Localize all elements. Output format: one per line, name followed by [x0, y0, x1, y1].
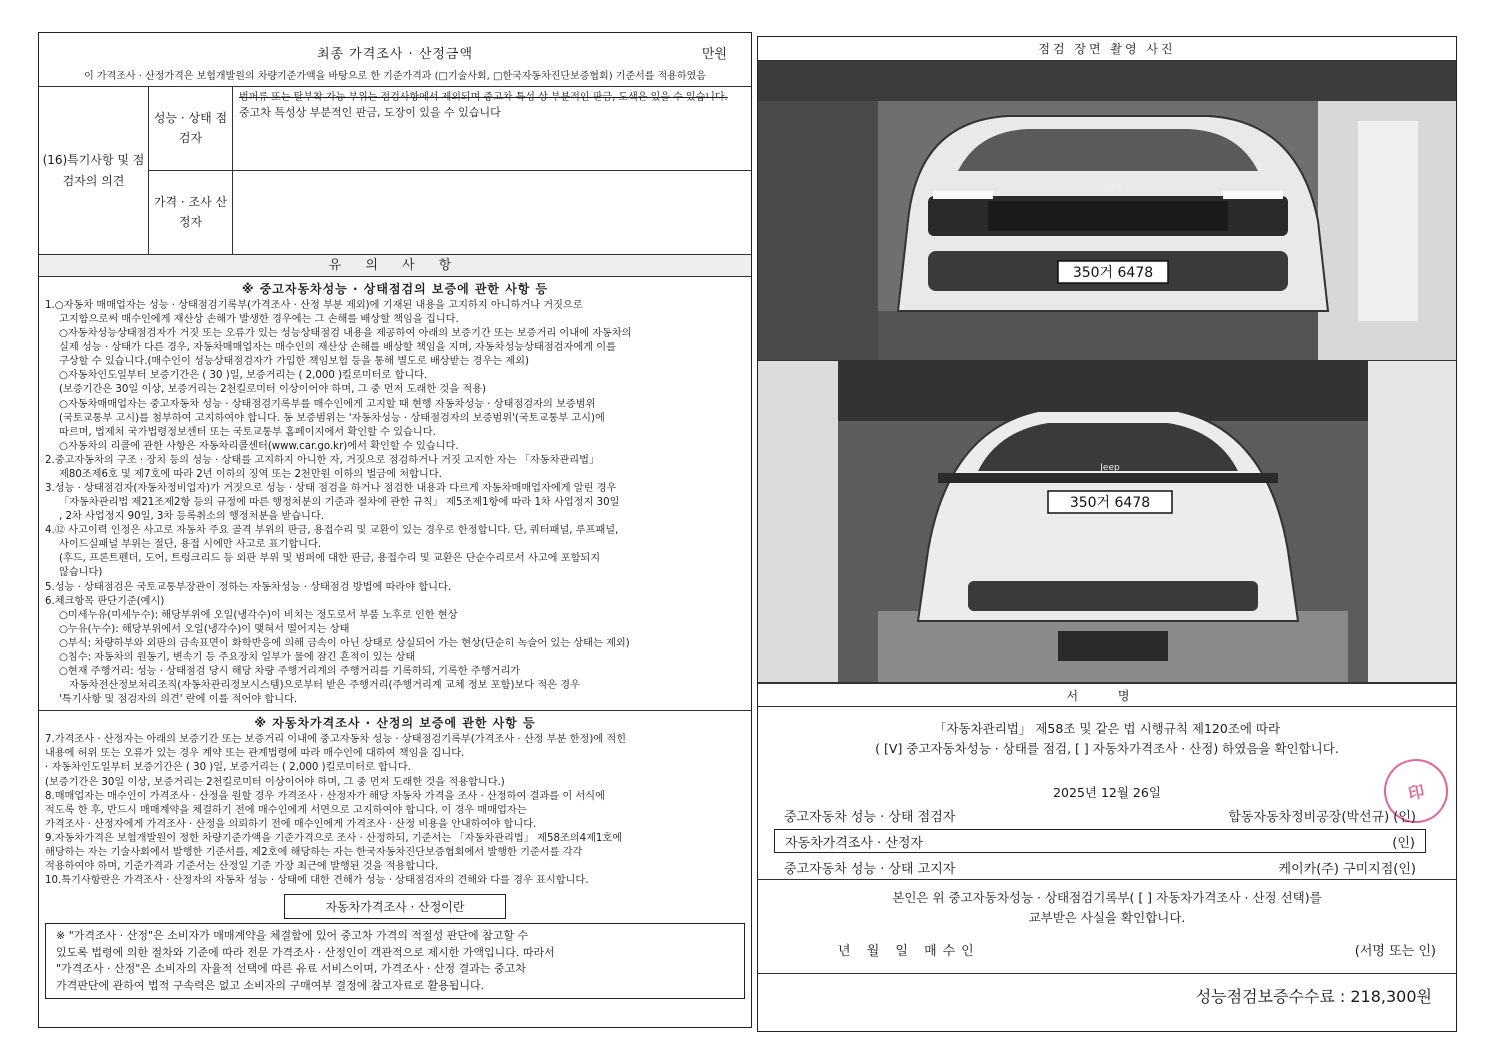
receipt-confirmation — [758, 879, 1456, 967]
caution-line: 9.자동차가격은 보험개발원이 정한 차량기준가액을 기준가격으로 조사 · 산정하되, 기준서는 「자동차관리법」 제58조의4제1호에 — [45, 832, 623, 844]
caution-line: (국토교통부 고시)를 첨부하여 고지하여야 합니다. 동 보증범위는 '자동차성능 · 상태점검자의 보증범위'(국토교통부 고시)에 — [59, 412, 605, 424]
caution-line: 해당하는 자는 기술사회에서 발행한 기준서를, 제2호에 해당하는 자는 한국자동차진단보증협회에서 발행한 기준서를 각각 — [45, 846, 583, 858]
caution-line: (보증기간은 30일 이상, 보증거리는 2천킬로미터 이상이어야 하며, 그 중 먼저 도래한 것을 적용) — [59, 384, 487, 396]
caution-line: 내용에 허위 또는 오류가 있는 경우 계약 또는 관계법령에 따라 매수인에 대하여 책임을 집니다. — [45, 748, 465, 760]
caution-line: ○자동차성능상태점검자가 거짓 또는 오류가 있는 성능상태점검 내용을 제공하여 아래의 보증기간 또는 보증거리 이내에 자동차의 — [59, 328, 632, 340]
caution-line: ○침수: 자동차의 원동기, 변속기 등 주요장치 일부가 물에 잠긴 흔적이 있는 상태 — [59, 651, 416, 663]
receipt-sign-field: (서명 또는 인) — [1354, 944, 1436, 959]
signature-title: 서 명 — [758, 683, 1456, 707]
cautions-section-1-list — [39, 299, 751, 707]
final-price-section — [39, 33, 751, 87]
inspector-signature-row — [774, 803, 1426, 827]
box-line: 있도록 법령에 의한 절차와 기준에 따라 전문 가격조사 · 산정인이 객관적으로 제시한 가액입니다. 따라서 — [56, 945, 555, 959]
price-appraisal-box — [45, 923, 745, 999]
caution-line: ○자동차매매업자는 중고자동차 성능 · 상태점검기록부를 매수인에게 고지할 때 현행 자동차성능 · 상태점검자의 보증범위 — [59, 398, 596, 410]
box-line: ※ "가격조사 · 산정"은 소비자가 매매계약을 체결함에 있어 중고차 가격의 적절성 판단에 참고할 수 — [56, 929, 529, 943]
front-plate: 350거 6478 — [1072, 265, 1154, 281]
rear-photo — [758, 361, 1456, 683]
box-line: 가격판단에 관하여 법적 구속력은 없고 소비자의 구매여부 결정에 참고자료로 활용됩니다. — [56, 978, 485, 992]
caution-line: 8.매매업자는 매수인이 가격조사 · 산정을 원할 경우 가격조사 · 산정자가 해당 자동차 가격을 조사 · 산정하여 결과를 이 서식에 — [45, 790, 605, 802]
inspector-opinion-struck: 범퍼류 또는 탈부착 가능 부위는 점검사항에서 제외되며 중고차 특성 상 부분적인 판금, 도색은 있을 수 있습니다. — [239, 92, 728, 103]
cautions-section-2-heading: ※ 자동차가격조사 · 산정의 보증에 관한 사항 등 — [254, 716, 536, 731]
law-reference: 「자동차관리법」 제58조 및 같은 법 시행규칙 제120조에 따라 — [933, 721, 1281, 736]
caution-line: ○현재 주행거리: 성능 · 상태점검 당시 해당 차량 주행거리계의 주행거리를 기록하되, 기록한 주행거리가 — [59, 666, 521, 678]
special-notes-section — [39, 87, 751, 255]
caution-line: 1.○자동차 매매업자는 성능 · 상태점검기록부(가격조사 · 산정 부분 제외)에 기재된 내용을 고지하지 아니하거나 거짓으로 — [45, 300, 583, 311]
right-panel — [757, 36, 1457, 1032]
signature-section — [758, 707, 1456, 1017]
final-price-unit: 만원 — [701, 47, 727, 62]
caution-line: 제80조제6호 및 제7호에 따라 2년 이하의 징역 또는 2천만원 이하의 벌금에 처합니다. — [59, 468, 442, 480]
caution-line: ○누유(누수): 해당부위에서 오일(냉각수)이 맺혀서 떨어지는 상태 — [59, 623, 350, 635]
caution-line: 적용하여야 하며, 기준가격과 기준서는 산정일 기준 가장 최근에 발행된 것을 적용합니다. — [45, 860, 439, 872]
appraiser-signature-label: 자동차가격조사 · 산정자 — [785, 835, 923, 851]
caution-line: 4.⑫ 사고이력 인정은 사고로 자동차 주요 골격 부위의 판금, 용접수리 및 교환이 있는 경우로 한정합니다. 단, 쿼터패널, 루프패널, — [45, 525, 619, 537]
caution-line: 5.성능 · 상태점검은 국토교통부장관이 정하는 자동차성능 · 상태점검 방법에 따라야 합니다. — [45, 581, 452, 593]
cautions-title: 유 의 사 항 — [39, 255, 751, 277]
caution-line: 3.성능 · 상태점검자(자동차정비업자)가 거짓으로 성능 · 상태 점검을 하거나 점검한 내용과 다르게 자동차매매업자에게 알린 경우 — [45, 483, 617, 495]
appraiser-signature-row — [774, 829, 1426, 853]
caution-line: 7.가격조사 · 산정자는 아래의 보증기간 또는 보증거리 이내에 중고자동차 성능 · 상태점검기록부(가격조사 · 산정 부분 한정)에 적힌 — [45, 734, 627, 746]
notifier-signature-row — [774, 855, 1426, 879]
appraiser-opinion — [233, 171, 751, 254]
receipt-line-1: 본인은 위 중고자동차성능 · 상태점검기록부( [ ] 자동차가격조사 · 산정 선택)를 — [892, 890, 1322, 905]
front-photo — [758, 61, 1456, 361]
final-price-title: 최종 가격조사 · 산정금액 — [316, 47, 474, 62]
price-appraisal-box-title: 자동차가격조사 · 산정이란 — [284, 894, 506, 919]
caution-line: 6.체크항목 판단기준(예시) — [45, 595, 165, 607]
caution-line: 고지함으로써 매수인에게 재산상 손해가 발생한 경우에는 그 손해를 배상할 책임을 집니다. — [59, 314, 459, 326]
rear-car-image — [758, 361, 1456, 683]
notifier-signature-value: 케이카(주) 구미지점(인) — [1278, 861, 1416, 877]
front-car-image — [758, 61, 1456, 361]
caution-line: , 2차 사업정지 90일, 3차 등록취소의 행정처분을 받습니다. — [59, 511, 324, 523]
caution-line: ○자동차인도일부터 보증기간은 ( 30 )일, 보증거리는 ( 2,000 )킬로미터로 합니다. — [59, 370, 428, 382]
final-price-note: 이 가격조사 · 산정가격은 보험개발원의 차량기준가액을 바탕으로 한 기준가격과 (□기술사회, □한국자동차진단보증협회) 기준서를 적용하였음 — [84, 71, 706, 82]
rear-brand: Jeep — [1100, 463, 1120, 473]
cautions-section-1 — [39, 277, 751, 707]
caution-line: (후드, 프론트펜더, 도어, 트렁크리드 등 외판 부위 및 범퍼에 대한 판금, 용접수리 및 교환은 단순수리로서 사고에 포함되지 — [59, 553, 601, 565]
caution-line: 자동차전산정보처리조직(자동차관리정보시스템)으로부터 받은 주행거리(주행거리계 교체 정보 포함)보다 적은 경우 — [69, 680, 580, 692]
caution-line: 실제 성능 · 상태가 다른 경우, 자동차매매업자는 매수인의 재산상 손해를 배상할 책임을 지며, 자동차성능상태점검자에게 이를 — [59, 342, 616, 354]
inspector-signature-value: 합동자동차정비공장(박선규) (인) — [1228, 809, 1416, 825]
signature-date: 2025년 12월 26일 — [1053, 785, 1161, 800]
caution-line: 10.특기사항란은 가격조사 · 산정자의 자동차 성능 · 상태에 대한 견해가 성능 · 상태점검자의 견해와 다를 경우 표시합니다. — [45, 875, 589, 887]
receipt-line-2: 교부받은 사실을 확인합니다. — [1028, 910, 1186, 925]
left-panel — [38, 32, 752, 1028]
photos-title: 점검 장면 촬영 사진 — [758, 37, 1456, 61]
caution-line: 따르며, 법제처 국가법령정보센터 또는 국토교통부 홈페이지에서 확인할 수 있습니다. — [59, 426, 436, 438]
cautions-section-2 — [39, 710, 751, 999]
caution-line: 가격조사 · 산정자에게 가격조사 · 산정을 의뢰하기 전에 매수인에게 가격조사 · 산정 비용을 안내하여야 합니다. — [45, 818, 537, 830]
caution-line: ○부식: 차량하부와 외판의 금속표면이 화학반응에 의해 금속이 아닌 상태로 상실되어 가는 현상(단순히 녹슬어 있는 상태는 제외) — [59, 637, 630, 649]
caution-line: '특기사항 및 점검자의 의견' 란에 이를 적어야 합니다. — [59, 694, 298, 706]
rear-plate: 350거 6478 — [1069, 495, 1151, 511]
front-brand: Jeep — [1103, 182, 1123, 192]
caution-line: 2.중고자동차의 구조 · 장치 등의 성능 · 상태를 고지하지 아니한 자, 거짓으로 점검하거나 거짓 고지한 자는 「자동차관리법」 — [45, 454, 600, 466]
caution-line: · 자동차인도일부터 보증기간은 ( 30 )일, 보증거리는 ( 2,000 )킬로미터로 합니다. — [45, 762, 411, 774]
caution-line: (보증기간은 30일 이상, 보증거리는 2천킬로미터 이상이어야 하며, 그 중 먼저 도래한 것을 적용합니다.) — [45, 776, 505, 788]
cautions-section-1-heading: ※ 중고자동차성능 · 상태점검의 보증에 관한 사항 등 — [241, 282, 549, 296]
receipt-date-buyer: 년 월 일 매수인 — [838, 944, 980, 959]
appraiser-signature-value: (인) — [1392, 835, 1415, 851]
confirmation-statement: ( [V] 중고자동차성능 · 상태를 점검, [ ] 자동차가격조사 · 산정) 하였음을 확인합니다. — [875, 741, 1339, 756]
caution-line: 적도록 한 후, 반드시 매매계약을 체결하기 전에 매수인에게 서면으로 고지하여야 합니다. 이 경우 매매업자는 — [45, 804, 527, 816]
appraiser-label: 가격 · 조사 산정자 — [149, 171, 233, 254]
caution-line: 「자동차관리법 제21조제2항 등의 규정에 따른 행정처분의 기준과 절차에 관한 규칙」 제5조제1항에 따라 1차 사업정지 30일 — [59, 497, 620, 509]
inspector-opinion — [233, 87, 751, 170]
notifier-signature-label: 중고자동차 성능 · 상태 고지자 — [784, 861, 956, 877]
caution-line: 않습니다) — [59, 567, 103, 579]
caution-line: 사이드실패널 부위는 절단, 용접 시에만 사고로 표기합니다. — [59, 539, 322, 551]
inspector-signature-label: 중고자동차 성능 · 상태 점검자 — [784, 809, 956, 825]
inspector-opinion-text: 중고차 특성상 부분적인 판금, 도장이 있을 수 있습니다 — [239, 106, 501, 119]
caution-line: ○자동차의 리콜에 관한 사항은 자동차리콜센터(www.car.go.kr)에서 확인할 수 있습니다. — [59, 440, 459, 452]
caution-line: ○미세누유(미세누수): 해당부위에 오일(냉각수)이 비치는 정도로서 부품 노후로 인한 현상 — [59, 609, 458, 621]
box-line: "가격조사 · 산정"은 소비자의 자율적 선택에 따른 유료 서비스이며, 가격조사 · 산정 결과는 중고차 — [56, 962, 526, 976]
cautions-section-2-list — [39, 733, 751, 888]
seal-stamp-icon: 印 — [1378, 753, 1454, 829]
special-notes-heading: (16)특기사항 및 점검자의 의견 — [39, 87, 149, 254]
inspector-label: 성능 · 상태 점검자 — [149, 87, 233, 170]
inspection-fee: 성능점검보증수수료 : 218,300원 — [758, 973, 1456, 1017]
caution-line: 구상할 수 있습니다.(매수인이 성능상태점검자가 가입한 책임보험 등을 통해 별도로 배상받는 경우는 제외) — [59, 356, 529, 368]
